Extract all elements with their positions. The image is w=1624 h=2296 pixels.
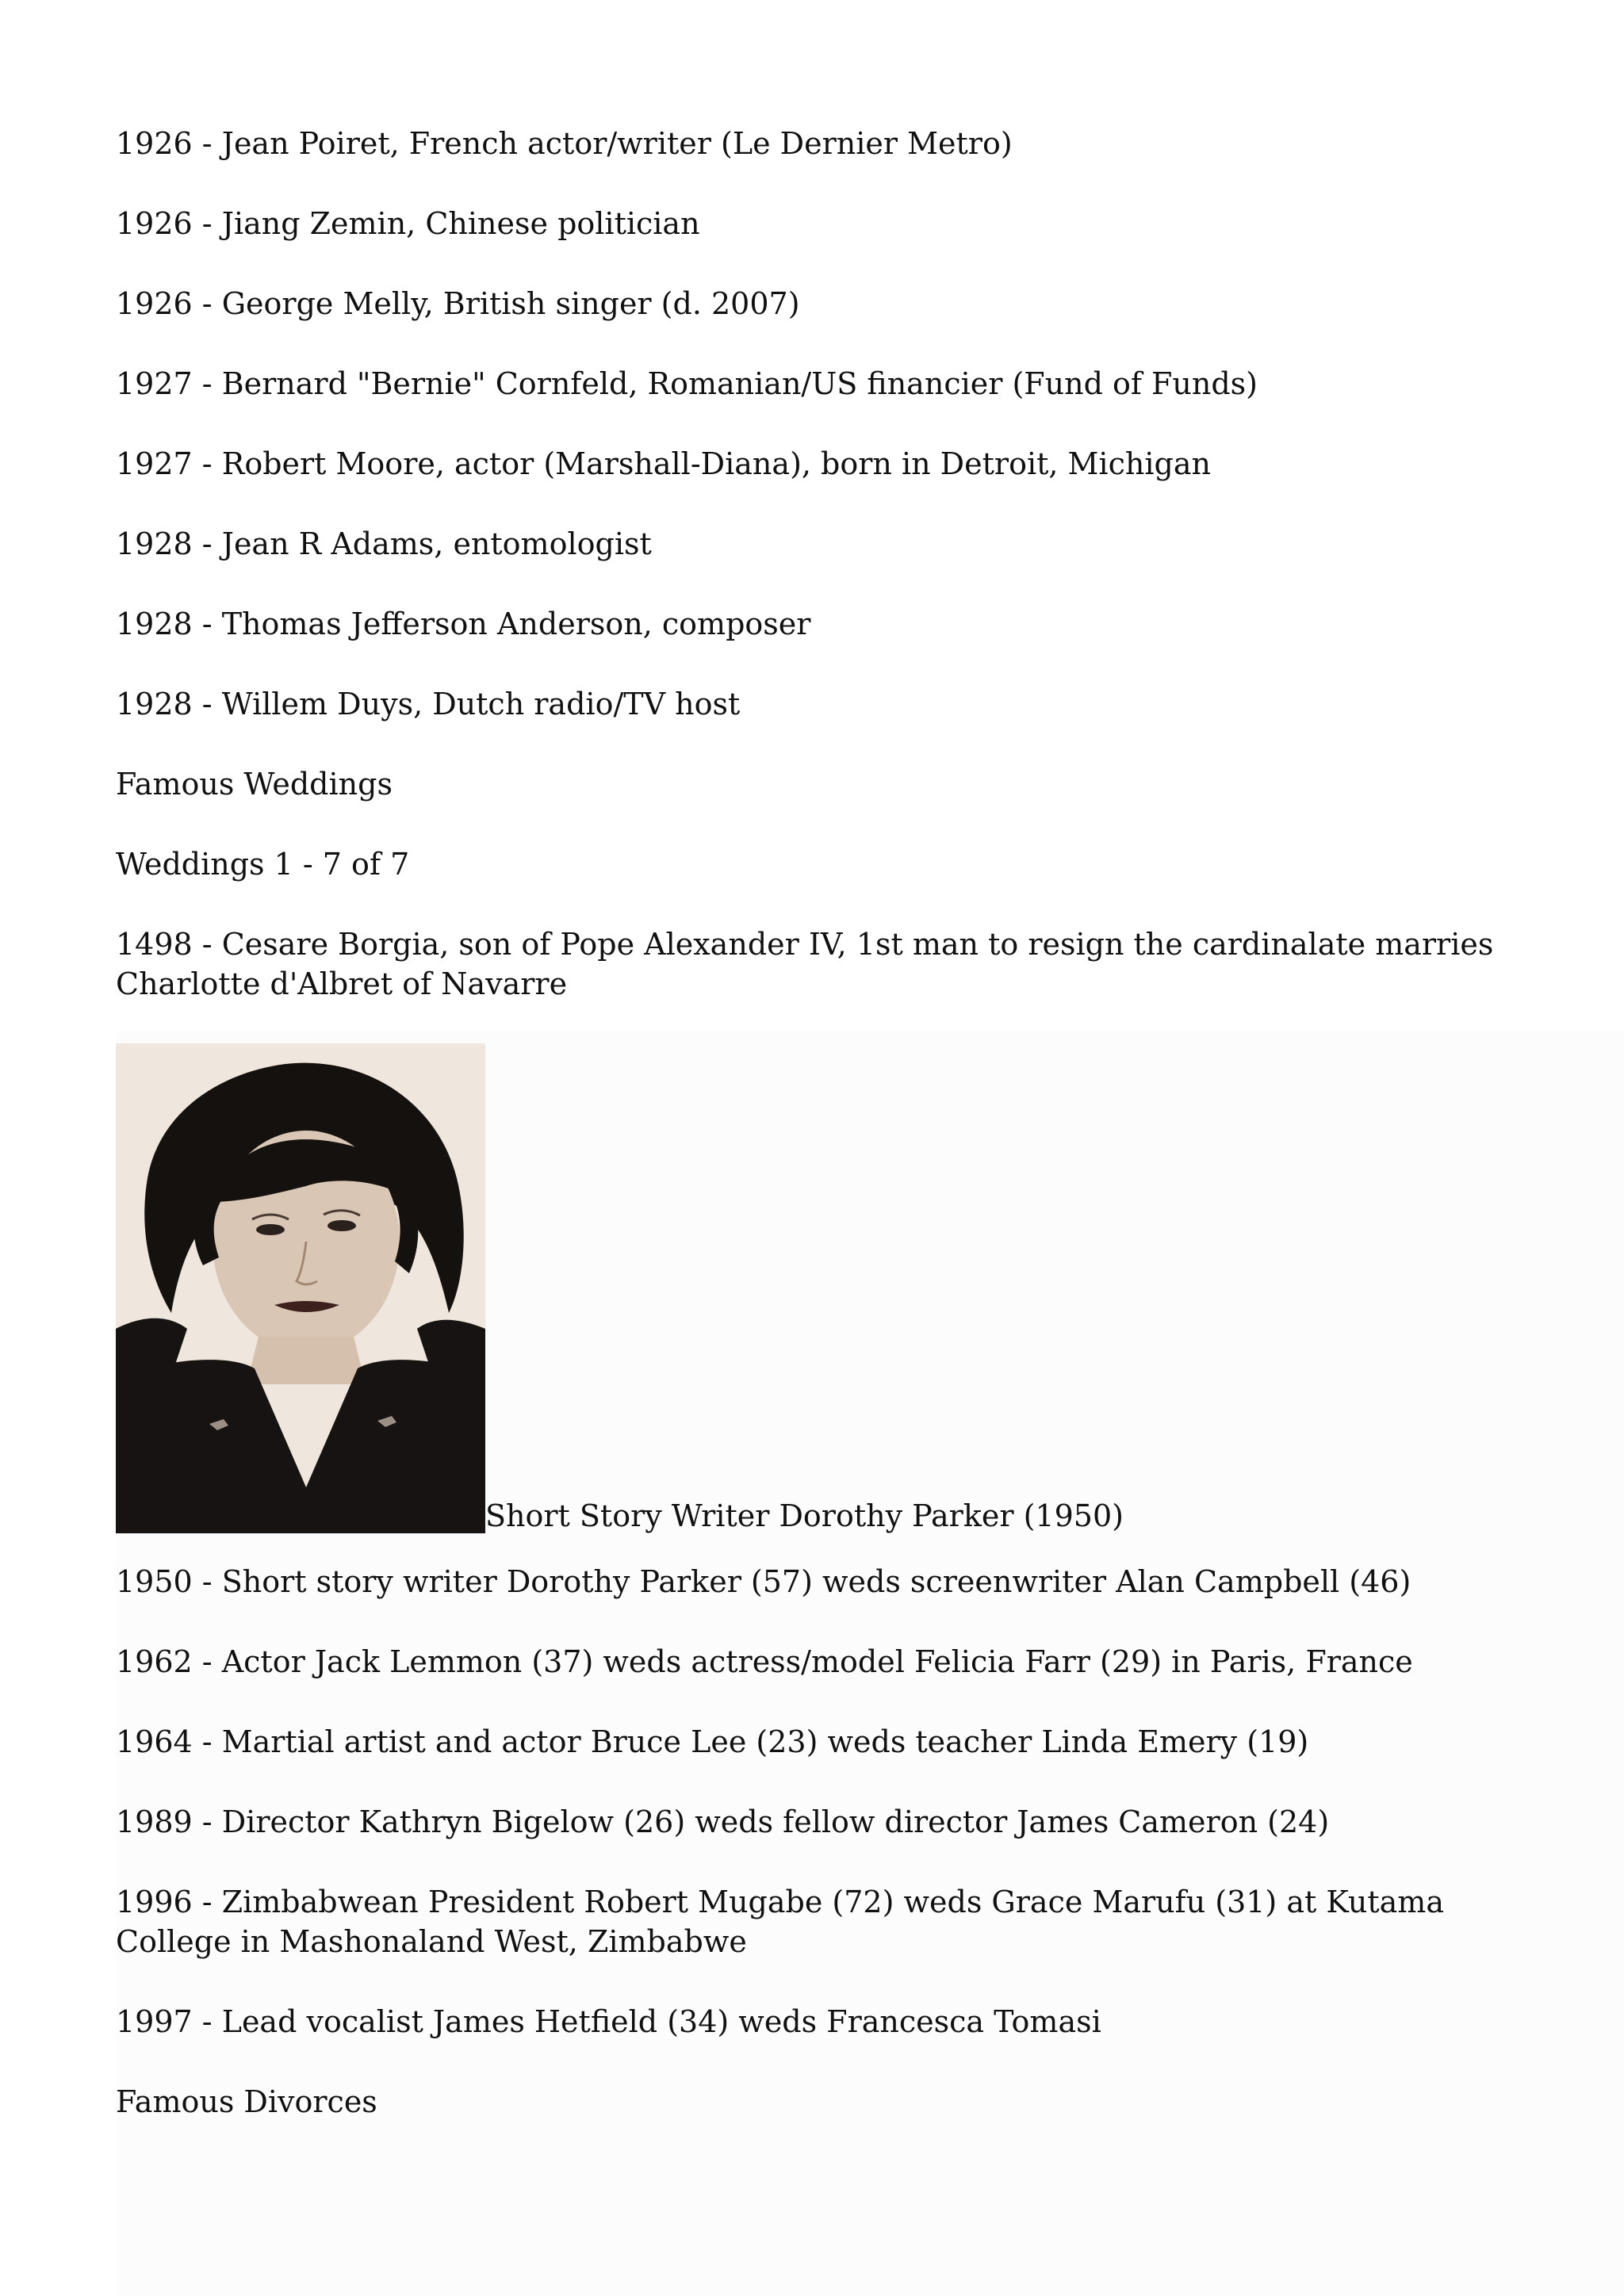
birth-entry: 1926 - George Melly, British singer (d. 2007)	[116, 286, 800, 321]
wedding-entry: 1498 - Cesare Borgia, son of Pope Alexander IV, 1st man to resign the cardinalate marries Charlotte d'Albret of Navarre	[116, 927, 1494, 1001]
birth-entry: 1926 - Jean Poiret, French actor/writer (Le Dernier Metro)	[116, 126, 1013, 161]
divorces-heading: Famous Divorces	[116, 2084, 377, 2119]
birth-entry: 1928 - Willem Duys, Dutch radio/TV host	[116, 687, 741, 721]
birth-entry: 1928 - Jean R Adams, entomologist	[116, 526, 652, 561]
wedding-entry: 1989 - Director Kathryn Bigelow (26) weds fellow director James Cameron (24)	[116, 1804, 1330, 1839]
document-content	[116, 124, 1511, 2162]
birth-entry: 1928 - Thomas Jefferson Anderson, composer	[116, 607, 811, 641]
portrait-illustration	[116, 1043, 485, 1533]
wedding-entry: 1996 - Zimbabwean President Robert Mugabe (72) weds Grace Marufu (31) at Kutama College in Mashonaland West, Zimbabwe	[116, 1885, 1444, 1959]
weddings-count: Weddings 1 - 7 of 7	[116, 847, 410, 882]
portrait-photo	[116, 1043, 485, 1533]
wedding-entry: 1964 - Martial artist and actor Bruce Lee (23) weds teacher Linda Emery (19)	[116, 1724, 1309, 1759]
photo-caption: Short Story Writer Dorothy Parker (1950)	[485, 1498, 1124, 1533]
photo-figure	[116, 1043, 1511, 1533]
wedding-entry: 1962 - Actor Jack Lemmon (37) weds actress/model Felicia Farr (29) in Paris, France	[116, 1644, 1413, 1679]
weddings-heading: Famous Weddings	[116, 767, 393, 802]
wedding-entry: 1997 - Lead vocalist James Hetfield (34) weds Francesca Tomasi	[116, 2004, 1101, 2039]
wedding-entry: 1950 - Short story writer Dorothy Parker (57) weds screenwriter Alan Campbell (46)	[116, 1564, 1411, 1599]
birth-entry: 1927 - Bernard "Bernie" Cornfeld, Romanian/US financier (Fund of Funds)	[116, 366, 1258, 401]
birth-entry: 1926 - Jiang Zemin, Chinese politician	[116, 206, 700, 241]
birth-entry: 1927 - Robert Moore, actor (Marshall-Diana), born in Detroit, Michigan	[116, 446, 1211, 481]
